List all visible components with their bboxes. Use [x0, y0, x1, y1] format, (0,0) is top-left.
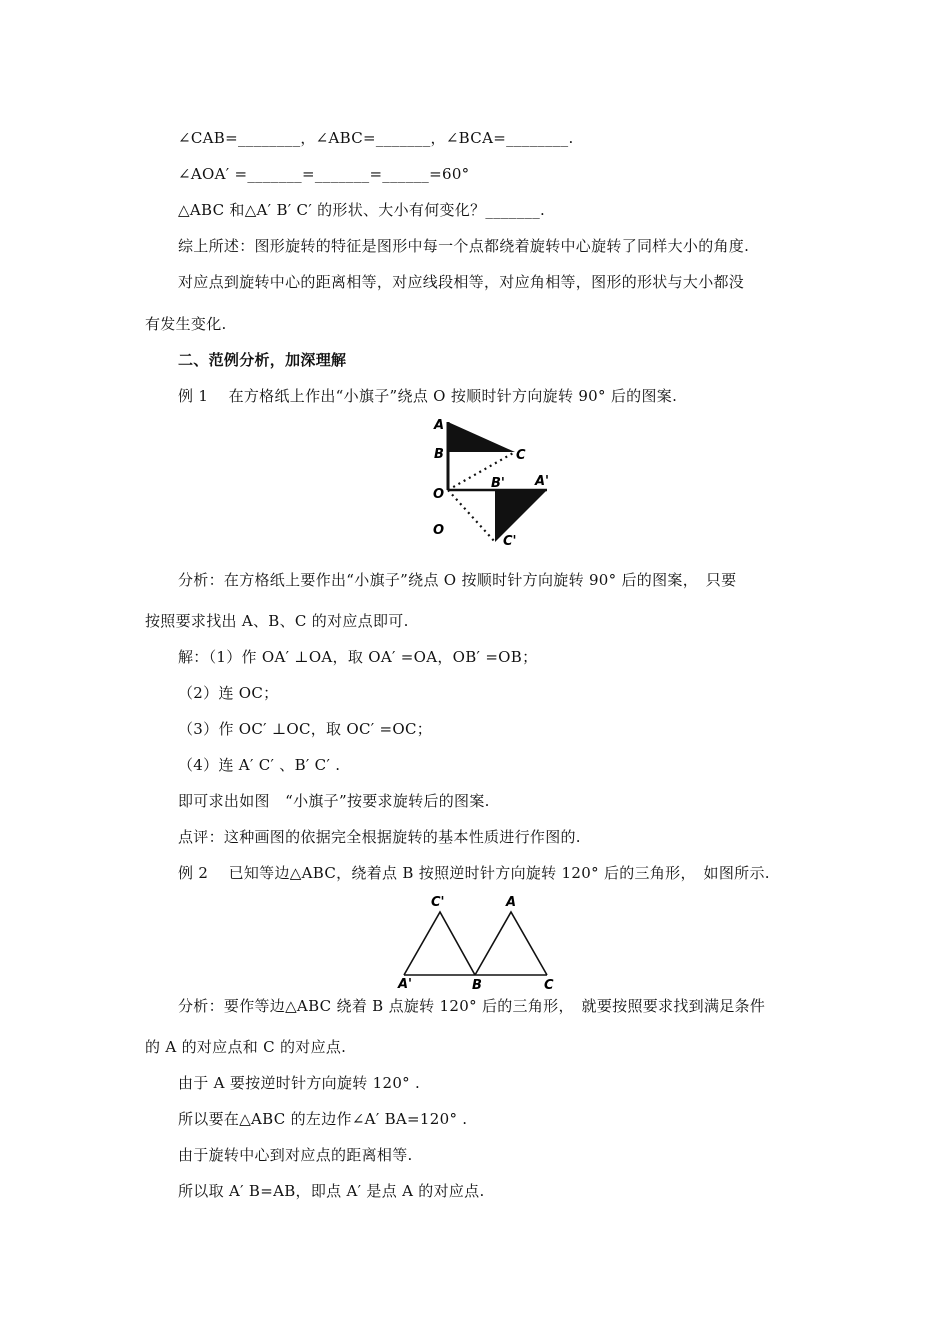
text-line: 由于旋转中心到对应点的距离相等.: [178, 1146, 413, 1164]
text-line: 分析：在方格纸上要作出“小旗子”绕点 O 按顺时针方向旋转 90° 后的图案， 只要: [178, 571, 737, 589]
text-line: 由于 A 要按逆时针方向旋转 120° .: [178, 1074, 421, 1092]
flag-triangle: [448, 422, 515, 452]
text-line: 综上所述：图形旋转的特征是图形中每一个点都绕着旋转中心旋转了同样大小的角度.: [178, 237, 750, 255]
text-line: △ABC 和△A′ B′ C′ 的形状、大小有何变化？_______.: [178, 201, 546, 219]
text-line: 对应点到旋转中心的距离相等，对应线段相等，对应角相等，图形的形状与大小都没: [178, 273, 745, 291]
text-line: 有发生变化.: [145, 315, 227, 333]
text-line: 所以要在△ABC 的左边作∠A′ BA=120° .: [178, 1110, 468, 1128]
solution-step: （3）作 OC′ ⊥OC，取 OC′ =OC；: [178, 720, 433, 738]
label-o-lower: O: [433, 523, 445, 538]
label-a-prime: A': [398, 977, 413, 992]
flag-rotation-figure: [425, 412, 565, 552]
dotted-segment-oc: [448, 452, 515, 490]
text-line: ∠CAB=________，∠ABC=_______，∠BCA=________.: [178, 129, 574, 147]
label-c-prime: C': [431, 895, 445, 910]
text-line: 按照要求找出 A、B、C 的对应点即可.: [145, 612, 409, 630]
label-a: A: [434, 418, 445, 433]
label-b-prime: B': [491, 476, 505, 491]
solution-step: （4）连 A′ C′ 、B′ C′ .: [178, 756, 341, 774]
example-title: 例 1 在方格纸上作出“小旗子”绕点 O 按顺时针方向旋转 90° 后的图案.: [178, 387, 678, 405]
text-line: 的 A 的对应点和 C 的对应点.: [145, 1038, 347, 1056]
label-b: B: [434, 447, 444, 462]
solution-step: （2）连 OC；: [178, 684, 279, 702]
label-c: C: [516, 448, 526, 463]
label-b: B: [472, 978, 482, 992]
example-title: 例 2 已知等边△ABC，绕着点 B 按照逆时针方向旋转 120° 后的三角形， 如图所示.: [178, 864, 770, 882]
text-line: 所以取 A′ B=AB，即点 A′ 是点 A 的对应点.: [178, 1182, 485, 1200]
solution-step: 解：（1）作 OA′ ⊥OA，取 OA′ =OA，OB′ =OB；: [178, 648, 538, 666]
text-line: 分析：要作等边△ABC 绕着 B 点旋转 120° 后的三角形， 就要按照要求找到满足条件: [178, 997, 766, 1015]
comment-line: 点评：这种画图的依据完全根据旋转的基本性质进行作图的.: [178, 828, 581, 846]
dotted-segment-oc-prime: [448, 490, 495, 542]
text-line: 即可求出如图 “小旗子”按要求旋转后的图案.: [178, 792, 490, 810]
label-a: A: [506, 895, 517, 910]
label-a-prime: A': [535, 474, 550, 489]
label-c: C: [544, 978, 554, 992]
label-c-prime: C': [503, 534, 517, 549]
triangle-abc: [475, 912, 547, 975]
triangle-rotation-figure: [392, 890, 562, 992]
label-o: O: [433, 487, 445, 502]
triangle-a-prime-b-c-prime: [404, 912, 475, 975]
text-line: ∠AOA′ =_______=_______=______=60°: [178, 165, 470, 183]
section-heading: 二、范例分析，加深理解: [178, 351, 347, 369]
